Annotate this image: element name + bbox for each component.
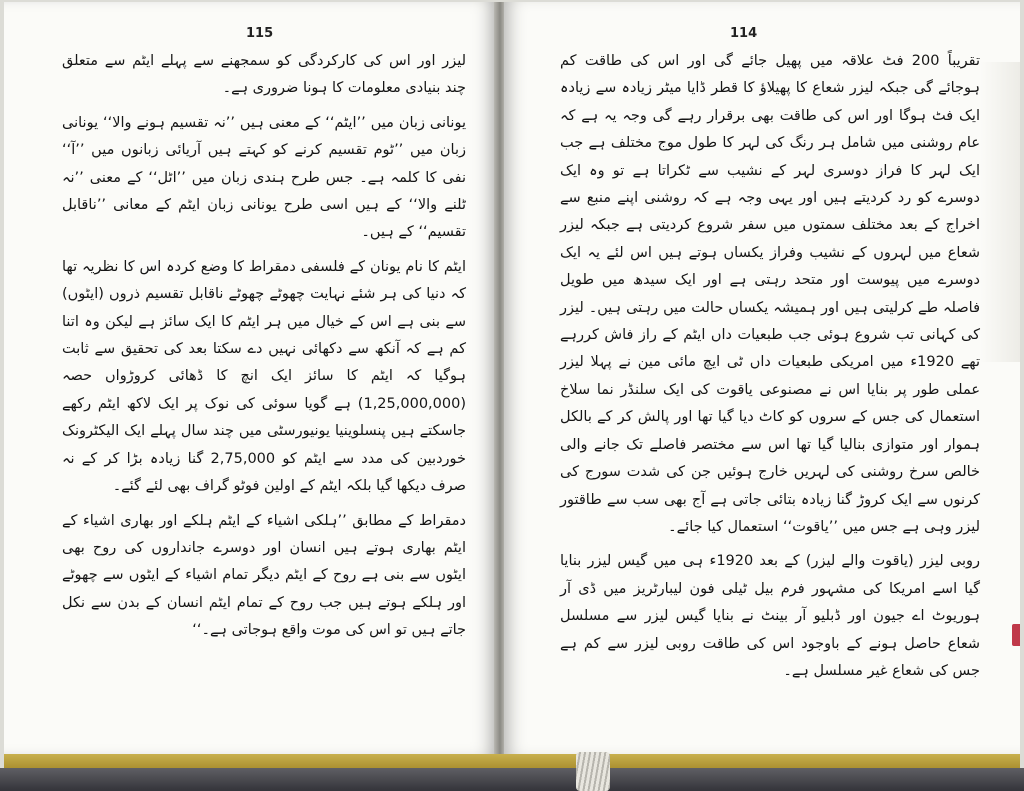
page-body <box>560 48 980 692</box>
page-body <box>62 48 466 652</box>
page-number: 115 <box>246 26 274 41</box>
bookmark-ribbon <box>576 752 610 791</box>
show-through-shading <box>980 62 1020 362</box>
paragraph: لیزر اور اس کی کارکردگی کو سمجھنے سے پہلے ایٹم سے متعلق چند بنیادی معلومات کا ہونا ضروری ہے۔ <box>62 53 466 97</box>
paragraph: تقریباً 200 فٹ علاقہ میں پھیل جائے گی اور اس کی طاقت کم ہوجائے گی جبکہ لیزر شعاع کا پھیلاؤ کا قطر ڈایا میٹر زیادہ سے زیادہ ایک فٹ ہوگا اور اس کی طاقت بھی برقرار رہے گی وجہ یہ ہے کہ عام روشنی میں شامل ہر رنگ کی لہر کا طول موج مختلف ہے جب ایک لہر کا فراز دوسری لہر کے نشیب سے ٹکراتا ہے تو وہ ایک دوسرے کو رد کردیتے ہیں اور یہی وجہ ہے کہ روشنی اپنے منبع سے اخراج کے بعد مختلف سمتوں میں سفر شروع کردیتی ہے جبکہ لیزر شعاع میں لہروں کے نشیب وفراز یکساں ہوتے ہیں اس لئے یہ ایک دوسرے میں پیوست اور متحد رہتی ہے اور ایک سیدھ میں طویل فاصلہ طے کرلیتی ہیں اور ہمیشہ یکساں حالت میں رہتی ہیں۔ لیزر کی کہانی تب شروع ہوئی جب طبعیات داں ایٹم کے راز فاش کررہے تھے 1920ء میں امریکی طبعیات داں ٹی ایچ مائی مین نے پہلا لیزر عملی طور پر بنایا اس نے مصنوعی یاقوت کی ایک سلنڈر نما سلاخ استعمال کی جس کے سروں کو کاٹ دیا گیا تھا اور پالش کر کے بالکل ہموار اور متوازی بنالیا گیا تھا اس سے مختصر فاصلے تک جانے والی خالص سرخ روشنی کی لہریں خارج ہوئیں جن کی شدت سورج کی کرنوں سے ایک کروڑ گنا زیادہ بتائی جاتی ہے آج بھی سب سے طاقتور لیزر وہی ہے جس میں ’’یاقوت‘‘ استعمال کیا جائے۔ <box>560 53 981 535</box>
right-page <box>504 2 1020 754</box>
paragraph: دمقراط کے مطابق ’’ہلکی اشیاء کے ایٹم ہلکے اور بھاری اشیاء کے ایٹم بھاری ہوتے ہیں انسان اور دوسرے جانداروں کی روح بھی ایٹوں سے بنی ہے روح کے ایٹم دیگر تمام اشیاء کے ایٹوں سے چھوٹے اور ہلکے ہوتے ہیں جب روح کے تمام ایٹم انسان کے بدن سے نکل جاتے ہیں تو اس کی موت واقع ہوجاتی ہے۔‘‘ <box>62 512 466 639</box>
scanner-shadow <box>0 768 1024 791</box>
edge-tab-mark <box>1012 624 1020 646</box>
left-page <box>4 2 496 754</box>
open-book <box>4 2 1020 770</box>
paragraph: ایٹم کا نام یونان کے فلسفی دمقراط کا وضع کردہ اس کا نظریہ تھا کہ دنیا کی ہر شئے نہایت چھوٹے چھوٹے ناقابل تقسیم ذروں (ایٹوں) سے بنی ہے اس کے خیال میں ہر ایٹم کا ایک سائز ہے لیکن وہ اتنا کم ہے کہ آنکھ سے دکھائی نہیں دے سکتا بعد کی تحقیق سے ثابت ہوگیا کہ ایٹم کا سائز ایک انچ کا ڈھائی کروڑواں حصہ (1,25,000,000) ہے گویا سوئی کی نوک پر ایک لاکھ ایٹم رکھے جاسکتے ہیں پنسلوینیا یونیورسٹی میں چند سال پہلے ایک الیکٹرونک خوردبین کی مدد سے ایٹم کو 2,75,000 گنا زیادہ بڑا کر کے نہ صرف دیکھا گیا بلکہ ایٹم کے اولین فوٹو گراف بھی لئے گئے۔ <box>62 258 466 495</box>
paragraph: یونانی زبان میں ’’ایٹم‘‘ کے معنی ہیں ’’نہ تقسیم ہونے والا‘‘ یونانی زبان میں ’’ٹوم تقسیم کرنے کو کہتے ہیں آریائی زبانوں میں ’’آ‘‘ نفی کا کلمہ ہے۔ جس طرح ہندی زبان میں ’’اٹل‘‘ کے معنی ’’نہ ٹلنے والا‘‘ کے ہیں اسی طرح یونانی زبان ایٹم کے معانی ’’ناقابل تقسیم‘‘ کے ہیں۔ <box>62 114 466 241</box>
paragraph: روبی لیزر (یاقوت والے لیزر) کے بعد 1920ء ہی میں گیس لیزر بنایا گیا اسے امریکا کی مشہور فرم بیل ٹیلی فون لیبارٹریز میں ڈی آر ہوریوٹ اے جیون اور ڈبلیو آر بینٹ نے بنایا گیس لیزر سے مسلسل شعاع حاصل ہونے کے باوجود اس کی طاقت روبی لیزر سے کم ہے جس کی شعاع غیر مسلسل ہے۔ <box>560 553 980 679</box>
page-number: 114 <box>730 26 758 41</box>
